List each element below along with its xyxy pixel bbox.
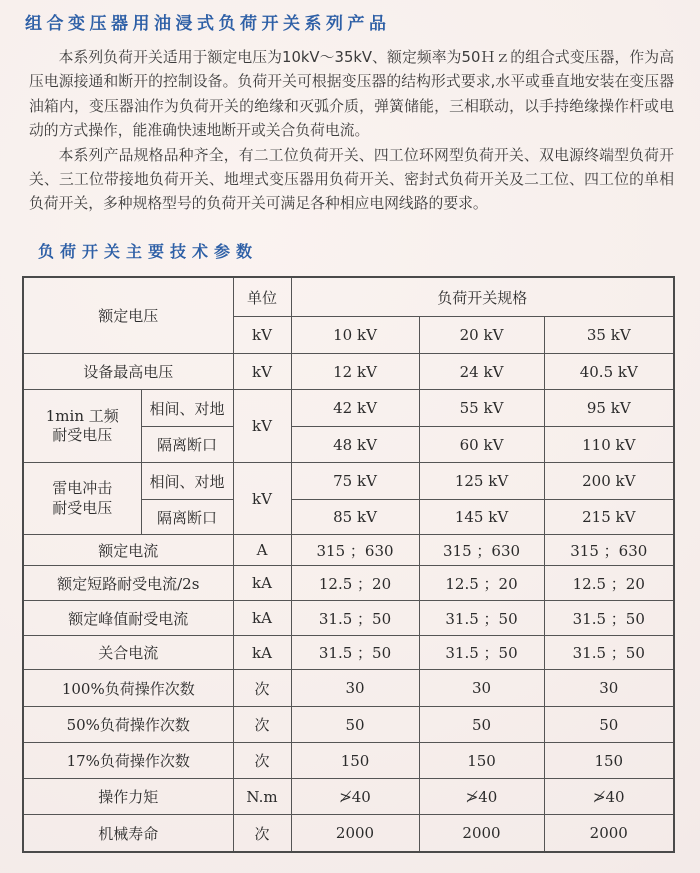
value-cell: 42 kV bbox=[291, 390, 419, 427]
value-cell: 31.5 ；50 bbox=[291, 636, 419, 670]
unit-cell: 次 bbox=[233, 707, 291, 743]
value-cell: 150 bbox=[291, 743, 419, 779]
unit-cell: kV bbox=[233, 390, 291, 463]
parameters-table bbox=[22, 276, 675, 853]
unit-cell: kA bbox=[233, 601, 291, 636]
row-label: 机械寿命 bbox=[23, 815, 233, 852]
value-cell: 200 kV bbox=[544, 463, 674, 500]
value-cell: 12.5 ；20 bbox=[544, 566, 674, 601]
table-row bbox=[23, 535, 674, 566]
value-cell: ≯40 bbox=[419, 779, 544, 815]
value-cell: 31.5 ；50 bbox=[291, 601, 419, 636]
value-cell: 150 bbox=[419, 743, 544, 779]
sub-row-label: 隔离断口 bbox=[141, 427, 233, 463]
unit-cell: 次 bbox=[233, 670, 291, 707]
row-label-line: 耐受电压 bbox=[52, 498, 113, 517]
sub-row-label: 相间、对地 bbox=[141, 463, 233, 500]
value-cell: 30 bbox=[419, 670, 544, 707]
unit-cell: 次 bbox=[233, 743, 291, 779]
value-cell: 315 ；630 bbox=[419, 535, 544, 566]
unit-cell: 次 bbox=[233, 815, 291, 852]
row-label-rated-voltage: 额定电压 bbox=[23, 277, 233, 354]
page-title: 组合变压器用油浸式负荷开关系列产品 bbox=[25, 14, 391, 34]
value-cell: 31.5 ；50 bbox=[544, 636, 674, 670]
value-cell: 215 kV bbox=[544, 500, 674, 535]
table-row bbox=[23, 463, 674, 500]
value-cell: 2000 bbox=[419, 815, 544, 852]
value-cell: 85 kV bbox=[291, 500, 419, 535]
unit-cell: kV bbox=[233, 317, 291, 354]
row-label: 额定峰值耐受电流 bbox=[23, 601, 233, 636]
value-cell: 48 kV bbox=[291, 427, 419, 463]
value-cell: 30 bbox=[544, 670, 674, 707]
table-row bbox=[23, 779, 674, 815]
unit-cell: kV bbox=[233, 463, 291, 535]
value-cell: 12 kV bbox=[291, 354, 419, 390]
value-cell: 31.5 ；50 bbox=[544, 601, 674, 636]
value-cell: 24 kV bbox=[419, 354, 544, 390]
sub-row-label: 相间、对地 bbox=[141, 390, 233, 427]
value-cell: 12.5 ；20 bbox=[291, 566, 419, 601]
row-label-max-voltage: 设备最高电压 bbox=[23, 354, 233, 390]
value-cell: ≯40 bbox=[544, 779, 674, 815]
row-label-line: 雷电冲击 bbox=[52, 479, 113, 498]
unit-cell: kA bbox=[233, 636, 291, 670]
row-label: 额定短路耐受电流/2s bbox=[23, 566, 233, 601]
spec-column-10kv: 10 kV bbox=[291, 317, 419, 354]
value-cell: 30 bbox=[291, 670, 419, 707]
row-label: 额定电流 bbox=[23, 535, 233, 566]
spec-header-cell: 负荷开关规格 bbox=[291, 277, 674, 317]
value-cell: 2000 bbox=[291, 815, 419, 852]
table-row bbox=[23, 354, 674, 390]
value-cell: 95 kV bbox=[544, 390, 674, 427]
unit-header-cell: 单位 bbox=[233, 277, 291, 317]
section-heading: 负荷开关主要技术参数 bbox=[38, 241, 259, 261]
value-cell: 31.5 ；50 bbox=[419, 601, 544, 636]
row-label-line: 耐受电压 bbox=[52, 426, 113, 445]
unit-cell: A bbox=[233, 535, 291, 566]
value-cell: ≯40 bbox=[291, 779, 419, 815]
row-label: 操作力矩 bbox=[23, 779, 233, 815]
table-row bbox=[23, 601, 674, 636]
sub-row-label: 隔离断口 bbox=[141, 500, 233, 535]
value-cell: 315 ；630 bbox=[291, 535, 419, 566]
value-cell: 55 kV bbox=[419, 390, 544, 427]
table-row bbox=[23, 815, 674, 852]
row-label: 100%负荷操作次数 bbox=[23, 670, 233, 707]
table-row bbox=[23, 707, 674, 743]
spec-column-20kv: 20 kV bbox=[419, 317, 544, 354]
value-cell: 12.5 ；20 bbox=[419, 566, 544, 601]
value-cell: 40.5 kV bbox=[544, 354, 674, 390]
spec-column-35kv: 35 kV bbox=[544, 317, 674, 354]
value-cell: 2000 bbox=[544, 815, 674, 852]
value-cell: 125 kV bbox=[419, 463, 544, 500]
table-row bbox=[23, 743, 674, 779]
value-cell: 50 bbox=[419, 707, 544, 743]
unit-cell: N.m bbox=[233, 779, 291, 815]
unit-cell: kV bbox=[233, 354, 291, 390]
value-cell: 50 bbox=[291, 707, 419, 743]
value-cell: 110 kV bbox=[544, 427, 674, 463]
row-label-line: 1min 工频 bbox=[45, 406, 119, 425]
row-label: 关合电流 bbox=[23, 636, 233, 670]
value-cell: 50 bbox=[544, 707, 674, 743]
table-row bbox=[23, 390, 674, 427]
value-cell: 315 ；630 bbox=[544, 535, 674, 566]
value-cell: 60 kV bbox=[419, 427, 544, 463]
value-cell: 150 bbox=[544, 743, 674, 779]
row-label: 17%负荷操作次数 bbox=[23, 743, 233, 779]
intro-paragraph-1: 本系列负荷开关适用于额定电压为10kV～35kV、额定频率为50Ｈｚ的组合式变压器，作为高压电源接通和断开的控制设备。负荷开关可根据变压器的结构形式要求,水平或垂直地安装在变压器油箱内，变压器油作为负荷开关的绝缘和灭弧介质，弹簧储能，三相联动，以手持绝缘操作杆或电动的方式操作，能准确快速地断开或关合负荷电流。 bbox=[29, 49, 674, 140]
value-cell: 75 kV bbox=[291, 463, 419, 500]
row-label-lightning-impulse bbox=[23, 463, 141, 535]
row-label: 50%负荷操作次数 bbox=[23, 707, 233, 743]
value-cell: 31.5 ；50 bbox=[419, 636, 544, 670]
table-header-row bbox=[23, 277, 674, 317]
unit-cell: kA bbox=[233, 566, 291, 601]
table-row bbox=[23, 670, 674, 707]
table-row bbox=[23, 636, 674, 670]
table-row bbox=[23, 566, 674, 601]
intro-paragraph-2: 本系列产品规格品种齐全，有二工位负荷开关、四工位环网型负荷开关、双电源终端型负荷开关、三工位带接地负荷开关、地埋式变压器用负荷开关、密封式负荷开关及二工位、四工位的单相负荷开关，多种规格型号的负荷开关可满足各种相应电网线路的要求。 bbox=[29, 146, 674, 213]
value-cell: 145 kV bbox=[419, 500, 544, 535]
row-label-power-frequency bbox=[23, 390, 141, 463]
